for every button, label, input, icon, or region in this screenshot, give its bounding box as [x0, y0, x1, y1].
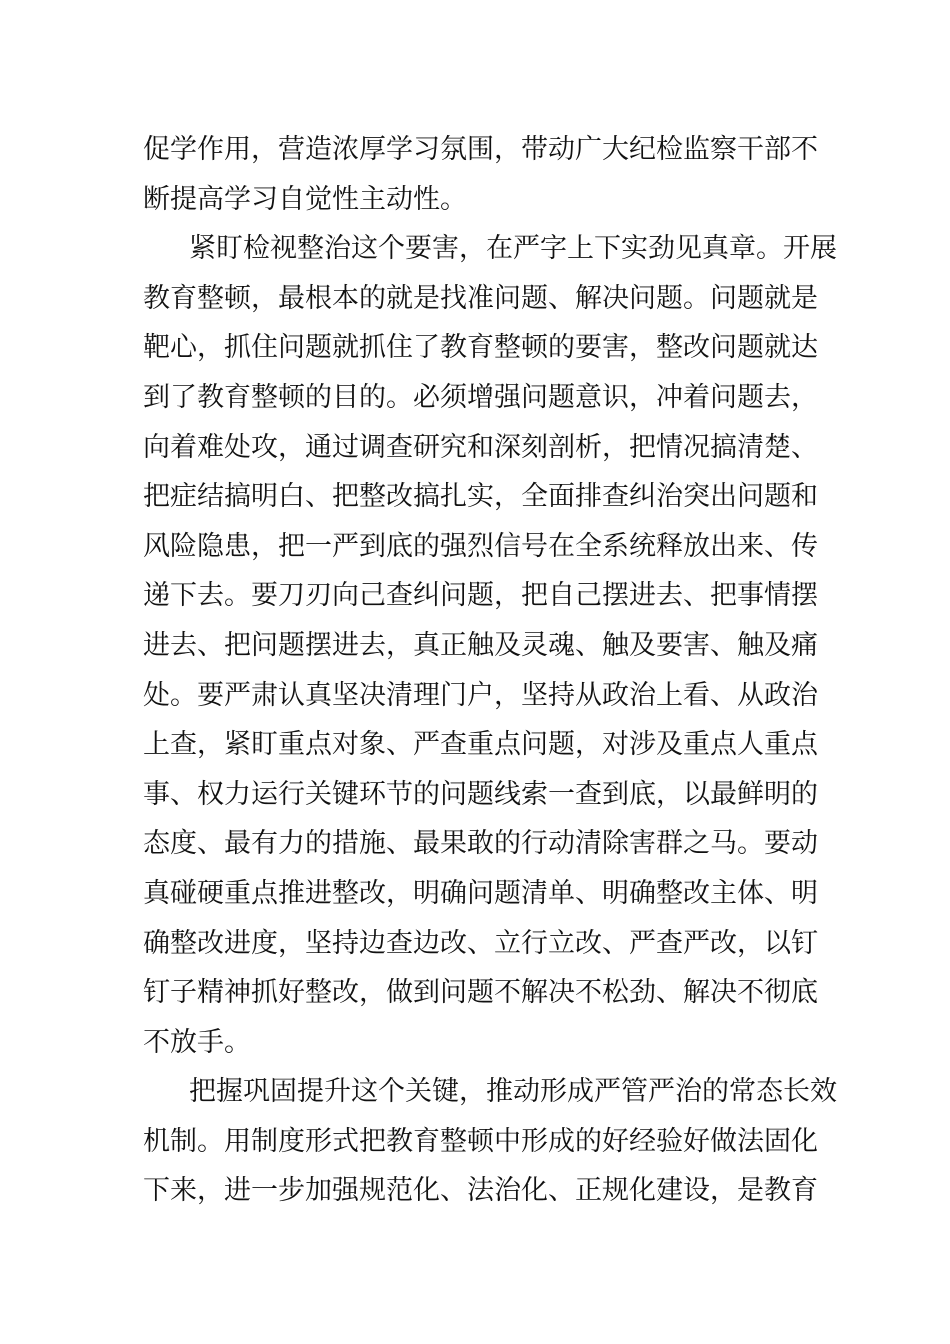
text-line: 进去、把问题摆进去，真正触及灵魂、触及要害、触及痛 — [143, 629, 818, 661]
text-line: 把症结搞明白、把整改搞扎实，全面排查纠治突出问题和 — [143, 481, 818, 513]
text-line: 处。要严肃认真坚决清理门户，坚持从政治上看、从政治 — [143, 679, 818, 711]
text-line: 教育整顿，最根本的就是找准问题、解决问题。问题就是 — [143, 282, 818, 314]
text-line: 机制。用制度形式把教育整顿中形成的好经验好做法固化 — [143, 1125, 818, 1157]
text-line: 递下去。要刀刃向己查纠问题，把自己摆进去、把事情摆 — [143, 580, 818, 612]
paragraph-inspection-rectification — [143, 224, 837, 1067]
text-line: 态度、最有力的措施、最果敢的行动清除害群之马。要动 — [143, 828, 818, 860]
paragraph-continued — [143, 125, 818, 224]
text-line: 向着难处攻，通过调查研究和深刻剖析，把情况搞清楚、 — [143, 431, 818, 463]
text-line: 事、权力运行关键环节的问题线索一查到底，以最鲜明的 — [143, 778, 818, 810]
text-line: 不放手。 — [143, 1026, 251, 1058]
document-body — [143, 125, 837, 1216]
text-line: 上查，紧盯重点对象、严查重点问题，对涉及重点人重点 — [143, 729, 818, 761]
text-line: 确整改进度，坚持边查边改、立行立改、严查严改，以钉 — [143, 927, 818, 959]
text-line: 把握巩固提升这个关键，推动形成严管严治的常态长效 — [189, 1076, 837, 1108]
text-line: 促学作用，营造浓厚学习氛围，带动广大纪检监察干部不 — [143, 134, 818, 165]
text-line: 钉子精神抓好整改，做到问题不解决不松劲、解决不彻底 — [143, 977, 818, 1009]
text-line: 紧盯检视整治这个要害，在严字上下实劲见真章。开展 — [189, 233, 837, 265]
text-line: 断提高学习自觉性主动性。 — [143, 183, 467, 215]
text-line: 风险隐患，把一严到底的强烈信号在全系统释放出来、传 — [143, 530, 818, 562]
text-line: 到了教育整顿的目的。必须增强问题意识，冲着问题去， — [143, 381, 818, 413]
text-line: 真碰硬重点推进整改，明确问题清单、明确整改主体、明 — [143, 877, 818, 909]
text-line: 靶心，抓住问题就抓住了教育整顿的要害，整改问题就达 — [143, 332, 818, 364]
paragraph-consolidation — [143, 1067, 837, 1216]
text-line: 下来，进一步加强规范化、法治化、正规化建设，是教育 — [143, 1175, 818, 1207]
